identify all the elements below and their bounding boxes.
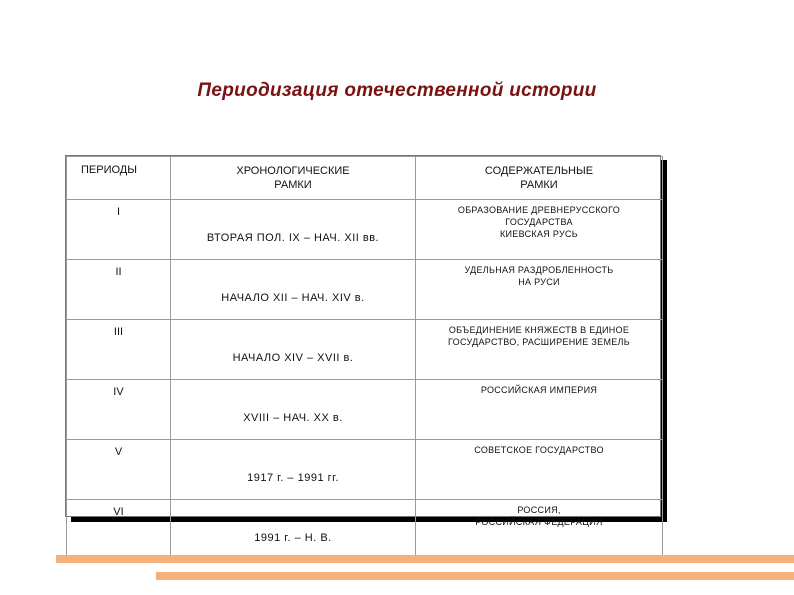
content-cell: УДЕЛЬНАЯ РАЗДРОБЛЕННОСТЬ НА РУСИ [416, 260, 663, 320]
header-chronology-label: ХРОНОЛОГИЧЕСКИЕ РАМКИ [236, 165, 350, 191]
decorative-bar-top [56, 555, 794, 563]
content-cell: РОССИЙСКАЯ ИМПЕРИЯ [416, 380, 663, 440]
decorative-bar-bottom [156, 572, 794, 580]
header-content-label: СОДЕРЖАТЕЛЬНЫЕ РАМКИ [484, 165, 594, 191]
page-title: Периодизация отечественной истории [197, 80, 597, 101]
chronology-cell: XVIII – НАЧ. XX в. [171, 380, 416, 440]
table-row [67, 440, 663, 500]
chronology-cell: ВТОРАЯ ПОЛ. IX – НАЧ. XII вв. [171, 200, 416, 260]
period-number: VI [67, 500, 171, 560]
table-row [67, 260, 663, 320]
table-row [67, 500, 663, 560]
chronology-cell: НАЧАЛО XII – НАЧ. XIV в. [171, 260, 416, 320]
header-chronology [171, 157, 416, 200]
chronology-cell: НАЧАЛО XIV – XVII в. [171, 320, 416, 380]
chronology-cell: 1917 г. – 1991 гг. [171, 440, 416, 500]
content-cell: ОБРАЗОВАНИЕ ДРЕВНЕРУССКОГО ГОСУДАРСТВА КИЕВСКАЯ РУСЬ [416, 200, 663, 260]
table-row [67, 380, 663, 440]
period-number: IV [67, 380, 171, 440]
chronology-cell: 1991 г. – Н. В. [171, 500, 416, 560]
period-number: III [67, 320, 171, 380]
period-number: I [67, 200, 171, 260]
content-cell: РОССИЯ, РОССИЙСКАЯ ФЕДЕРАЦИЯ [416, 500, 663, 560]
content-cell: СОВЕТСКОЕ ГОСУДАРСТВО [416, 440, 663, 500]
period-number: V [67, 440, 171, 500]
table-row [67, 200, 663, 260]
header-content [416, 157, 663, 200]
table-row [67, 320, 663, 380]
header-periods: ПЕРИОДЫ [67, 157, 171, 200]
period-number: II [67, 260, 171, 320]
table-header-row [67, 157, 663, 200]
periodization-table [65, 155, 661, 544]
content-cell: ОБЪЕДИНЕНИЕ КНЯЖЕСТВ В ЕДИНОЕ ГОСУДАРСТВО, РАСШИРЕНИЕ ЗЕМЕЛЬ [416, 320, 663, 380]
